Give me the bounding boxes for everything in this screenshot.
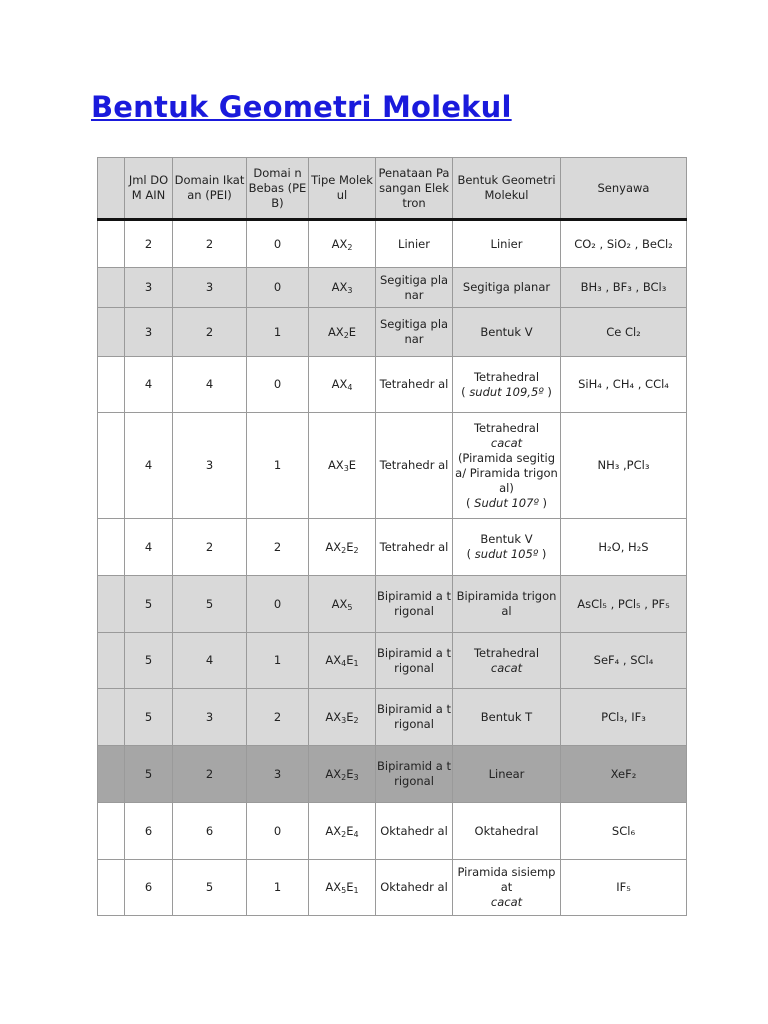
table-row (98, 576, 687, 633)
blank-cell (98, 268, 125, 308)
senyawa-cell (561, 746, 687, 803)
penataan-cell (376, 268, 453, 308)
tipe-e-subscript: 1 (353, 659, 359, 668)
header-jml: Jml DOM AIN (125, 158, 173, 220)
bentuk-value: Bentuk T (480, 709, 533, 724)
pei-cell (173, 308, 247, 357)
penataan-value: Tetrahedr al (379, 539, 449, 554)
table-row (98, 413, 687, 519)
penataan-cell (376, 413, 453, 519)
peb-value: 2 (273, 709, 282, 724)
peb-cell (247, 519, 309, 576)
jml-cell (125, 268, 173, 308)
bentuk-cell (453, 220, 561, 268)
peb-cell (247, 689, 309, 746)
tipe-e-subscript: 1 (353, 886, 359, 895)
bentuk-paren-close: ) (543, 384, 552, 399)
senyawa-cell (561, 633, 687, 689)
tipe-cell (309, 220, 376, 268)
bentuk-paren-open: ( (466, 547, 475, 561)
pei-value: 5 (205, 880, 214, 894)
penataan-cell (376, 308, 453, 357)
pei-cell (173, 268, 247, 308)
tipe-cell (309, 519, 376, 576)
penataan-cell (376, 633, 453, 689)
tipe-cell (309, 633, 376, 689)
pei-cell (173, 220, 247, 268)
bentuk-value: Linier (490, 236, 523, 251)
jml-cell (125, 519, 173, 576)
tipe-ax: AX (325, 653, 342, 667)
senyawa-value: BH₃ , BF₃ , BCl₃ (580, 280, 667, 294)
tipe-ax: AX (331, 280, 348, 294)
senyawa-cell (561, 689, 687, 746)
peb-value: 1 (273, 653, 282, 667)
peb-cell (247, 746, 309, 803)
bentuk-cell (453, 268, 561, 308)
peb-cell (247, 803, 309, 860)
senyawa-cell (561, 413, 687, 519)
pei-value: 3 (205, 709, 214, 724)
bentuk-value: Tetrahedral (473, 369, 540, 384)
pei-cell (173, 519, 247, 576)
bentuk-cell (453, 633, 561, 689)
tipe-e-subscript: 4 (353, 829, 359, 839)
geometry-table (97, 157, 687, 916)
penataan-cell (376, 220, 453, 268)
blank-cell (98, 308, 125, 357)
peb-cell (247, 268, 309, 308)
peb-value: 0 (273, 377, 282, 391)
blank-cell (98, 746, 125, 803)
page-title: Bentuk Geometri Molekul (91, 90, 512, 124)
senyawa-value: AsCl₅ , PCl₅ , PF₅ (577, 596, 670, 611)
tipe-e-subscript: 2 (353, 715, 359, 725)
senyawa-cell (561, 268, 687, 308)
tipe-e: E (346, 539, 354, 554)
table-row (98, 746, 687, 803)
tipe-cell (309, 413, 376, 519)
peb-value: 3 (273, 766, 282, 781)
peb-cell (247, 220, 309, 268)
header-peb: Domai n Bebas (PEB) (247, 158, 309, 220)
jml-cell (125, 803, 173, 860)
pei-cell (173, 576, 247, 633)
pei-value: 6 (205, 823, 214, 838)
tipe-e-subscript: 3 (353, 772, 359, 782)
penataan-cell (376, 746, 453, 803)
bentuk-cell (453, 357, 561, 413)
jml-value: 6 (144, 880, 153, 894)
tipe-e: E (346, 709, 354, 724)
penataan-value: Tetrahedr al (379, 458, 449, 472)
senyawa-value: XeF₂ (610, 766, 637, 781)
blank-cell (98, 357, 125, 413)
senyawa-value: SeF₄ , SCl₄ (593, 653, 654, 667)
peb-value: 0 (273, 280, 282, 294)
bentuk-cell (453, 519, 561, 576)
table-row (98, 519, 687, 576)
tipe-ax-subscript: 2 (341, 545, 347, 555)
peb-cell (247, 633, 309, 689)
bentuk-paren-open: ( (461, 384, 470, 399)
tipe-ax: AX (331, 377, 348, 391)
penataan-value: Bipiramid a trigonal (377, 645, 451, 675)
blank-cell (98, 689, 125, 746)
tipe-e: E (346, 653, 354, 667)
blank-cell (98, 413, 125, 519)
jml-value: 2 (144, 236, 153, 251)
jml-value: 4 (144, 377, 153, 391)
table-row (98, 268, 687, 308)
peb-cell (247, 357, 309, 413)
senyawa-cell (561, 519, 687, 576)
bentuk-cell (453, 746, 561, 803)
penataan-cell (376, 576, 453, 633)
table-row (98, 689, 687, 746)
table-row (98, 803, 687, 860)
bentuk-cacat: cacat (490, 435, 523, 450)
tipe-ax-subscript: 3 (343, 464, 349, 473)
header-row (98, 158, 687, 220)
tipe-ax: AX (327, 458, 344, 472)
tipe-e: E (346, 880, 354, 894)
tipe-ax-subscript: 3 (347, 286, 353, 295)
tipe-ax-subscript: 2 (347, 242, 353, 252)
peb-cell (247, 576, 309, 633)
tipe-ax: AX (325, 709, 342, 724)
tipe-ax-subscript: 2 (343, 330, 349, 340)
bentuk-cacat: cacat (490, 895, 523, 909)
jml-value: 5 (144, 653, 153, 667)
peb-value: 1 (273, 324, 282, 339)
bentuk-paren-close: ) (538, 495, 548, 510)
table-row (98, 633, 687, 689)
peb-cell (247, 413, 309, 519)
bentuk-value: Linear (488, 766, 525, 781)
bentuk-value: Tetrahedral (473, 420, 540, 435)
jml-cell (125, 633, 173, 689)
tipe-ax-subscript: 2 (341, 772, 347, 782)
tipe-cell (309, 576, 376, 633)
senyawa-cell (561, 357, 687, 413)
bentuk-cell (453, 860, 561, 916)
pei-value: 2 (205, 324, 214, 339)
penataan-value: Bipiramid a trigonal (377, 589, 451, 618)
pei-cell (173, 746, 247, 803)
jml-value: 6 (144, 823, 153, 838)
tipe-ax: AX (327, 324, 344, 339)
jml-cell (125, 413, 173, 519)
peb-value: 0 (273, 236, 282, 251)
penataan-cell (376, 860, 453, 916)
bentuk-cell (453, 576, 561, 633)
penataan-value: Tetrahedr al (379, 377, 449, 391)
bentuk-value: Piramida sisiempat (457, 865, 556, 894)
peb-value: 2 (273, 539, 282, 554)
jml-value: 4 (144, 539, 153, 554)
penataan-value: Segitiga planar (379, 272, 449, 302)
penataan-value: Bipiramid a trigonal (377, 702, 451, 731)
pei-value: 2 (205, 766, 214, 781)
pei-value: 4 (205, 653, 214, 667)
senyawa-value: H₂O, H₂S (598, 539, 649, 554)
tipe-cell (309, 308, 376, 357)
tipe-ax-subscript: 5 (347, 602, 353, 612)
tipe-ax: AX (331, 236, 348, 251)
table-row (98, 220, 687, 268)
bentuk-value: Bipiramida trigonal (456, 589, 557, 618)
bentuk-value: Bentuk V (480, 532, 533, 546)
senyawa-value: SCl₆ (611, 823, 636, 838)
senyawa-cell (561, 860, 687, 916)
pei-value: 4 (205, 377, 214, 391)
header-blank (98, 158, 125, 220)
penataan-cell (376, 519, 453, 576)
jml-cell (125, 576, 173, 633)
pei-cell (173, 413, 247, 519)
header-pei: Domain Ikatan (PEI) (173, 158, 247, 220)
bentuk-value: Bentuk V (480, 324, 533, 339)
penataan-cell (376, 357, 453, 413)
tipe-e-subscript: 2 (353, 545, 359, 555)
senyawa-value: SiH₄ , CH₄ , CCl₄ (578, 377, 669, 391)
table-row (98, 357, 687, 413)
penataan-value: Segitiga planar (379, 317, 449, 346)
tipe-e: E (348, 324, 357, 339)
bentuk-extra: (Piramida segitiga/ Piramida trigonal) (455, 450, 558, 495)
tipe-ax: AX (325, 539, 342, 554)
bentuk-value: Tetrahedral (473, 645, 540, 660)
peb-value: 0 (273, 823, 282, 838)
blank-cell (98, 633, 125, 689)
header-penataan: Penataan Pasangan Elektron (376, 158, 453, 220)
tipe-e: E (348, 458, 357, 472)
jml-cell (125, 357, 173, 413)
senyawa-cell (561, 803, 687, 860)
tipe-ax: AX (325, 880, 342, 894)
senyawa-cell (561, 576, 687, 633)
pei-value: 2 (205, 236, 214, 251)
tipe-ax-subscript: 4 (341, 659, 347, 668)
tipe-e: E (346, 766, 354, 781)
blank-cell (98, 220, 125, 268)
peb-value: 1 (273, 458, 282, 472)
penataan-cell (376, 803, 453, 860)
pei-cell (173, 860, 247, 916)
jml-cell (125, 746, 173, 803)
table-row (98, 860, 687, 916)
blank-cell (98, 860, 125, 916)
table-row (98, 308, 687, 357)
bentuk-cacat: cacat (490, 660, 523, 675)
tipe-cell (309, 803, 376, 860)
tipe-ax-subscript: 2 (341, 829, 347, 839)
bentuk-paren-close: ) (538, 547, 547, 561)
jml-value: 3 (144, 280, 153, 294)
jml-value: 4 (144, 458, 153, 472)
pei-value: 5 (205, 596, 214, 611)
bentuk-value: Oktahedral (474, 823, 539, 838)
jml-value: 3 (144, 324, 153, 339)
peb-value: 0 (273, 596, 282, 611)
senyawa-value: CO₂ , SiO₂ , BeCl₂ (574, 236, 673, 251)
jml-value: 5 (144, 596, 153, 611)
bentuk-angle: Sudut 107º (474, 495, 539, 510)
bentuk-angle: sudut 105º (474, 547, 539, 561)
jml-cell (125, 220, 173, 268)
tipe-cell (309, 357, 376, 413)
peb-cell (247, 308, 309, 357)
tipe-cell (309, 268, 376, 308)
header-tipe: Tipe Molekul (309, 158, 376, 220)
bentuk-cell (453, 308, 561, 357)
tipe-ax-subscript: 5 (341, 886, 347, 895)
bentuk-paren-open: ( (465, 495, 475, 510)
penataan-cell (376, 689, 453, 746)
header-senyawa: Senyawa (561, 158, 687, 220)
jml-cell (125, 689, 173, 746)
pei-cell (173, 357, 247, 413)
pei-cell (173, 803, 247, 860)
senyawa-value: Ce Cl₂ (606, 324, 641, 339)
pei-cell (173, 689, 247, 746)
tipe-ax-subscript: 4 (347, 383, 353, 392)
bentuk-cell (453, 413, 561, 519)
senyawa-value: IF₅ (616, 880, 631, 894)
peb-cell (247, 860, 309, 916)
pei-value: 3 (205, 458, 214, 472)
penataan-value: Bipiramid a trigonal (377, 759, 451, 788)
tipe-ax: AX (325, 823, 342, 838)
bentuk-value: Segitiga planar (462, 280, 551, 294)
tipe-cell (309, 746, 376, 803)
tipe-ax-subscript: 3 (341, 715, 347, 725)
tipe-e: E (346, 823, 354, 838)
pei-cell (173, 633, 247, 689)
senyawa-cell (561, 308, 687, 357)
penataan-value: Linier (398, 236, 430, 251)
blank-cell (98, 576, 125, 633)
bentuk-cell (453, 803, 561, 860)
jml-cell (125, 860, 173, 916)
peb-value: 1 (273, 880, 282, 894)
senyawa-value: NH₃ ,PCl₃ (597, 458, 650, 472)
blank-cell (98, 519, 125, 576)
jml-value: 5 (144, 766, 153, 781)
tipe-ax: AX (325, 766, 342, 781)
jml-value: 5 (144, 709, 153, 724)
senyawa-cell (561, 220, 687, 268)
senyawa-value: PCl₃, IF₃ (601, 709, 646, 724)
blank-cell (98, 803, 125, 860)
header-bentuk: Bentuk Geometri Molekul (453, 158, 561, 220)
penataan-value: Oktahedr al (380, 880, 448, 894)
table-body (98, 220, 687, 916)
bentuk-angle: sudut 109,5º (469, 384, 544, 399)
tipe-cell (309, 860, 376, 916)
penataan-value: Oktahedr al (380, 823, 448, 838)
bentuk-cell (453, 689, 561, 746)
pei-value: 3 (205, 280, 214, 294)
jml-cell (125, 308, 173, 357)
pei-value: 2 (205, 539, 214, 554)
tipe-ax: AX (331, 596, 348, 611)
tipe-cell (309, 689, 376, 746)
